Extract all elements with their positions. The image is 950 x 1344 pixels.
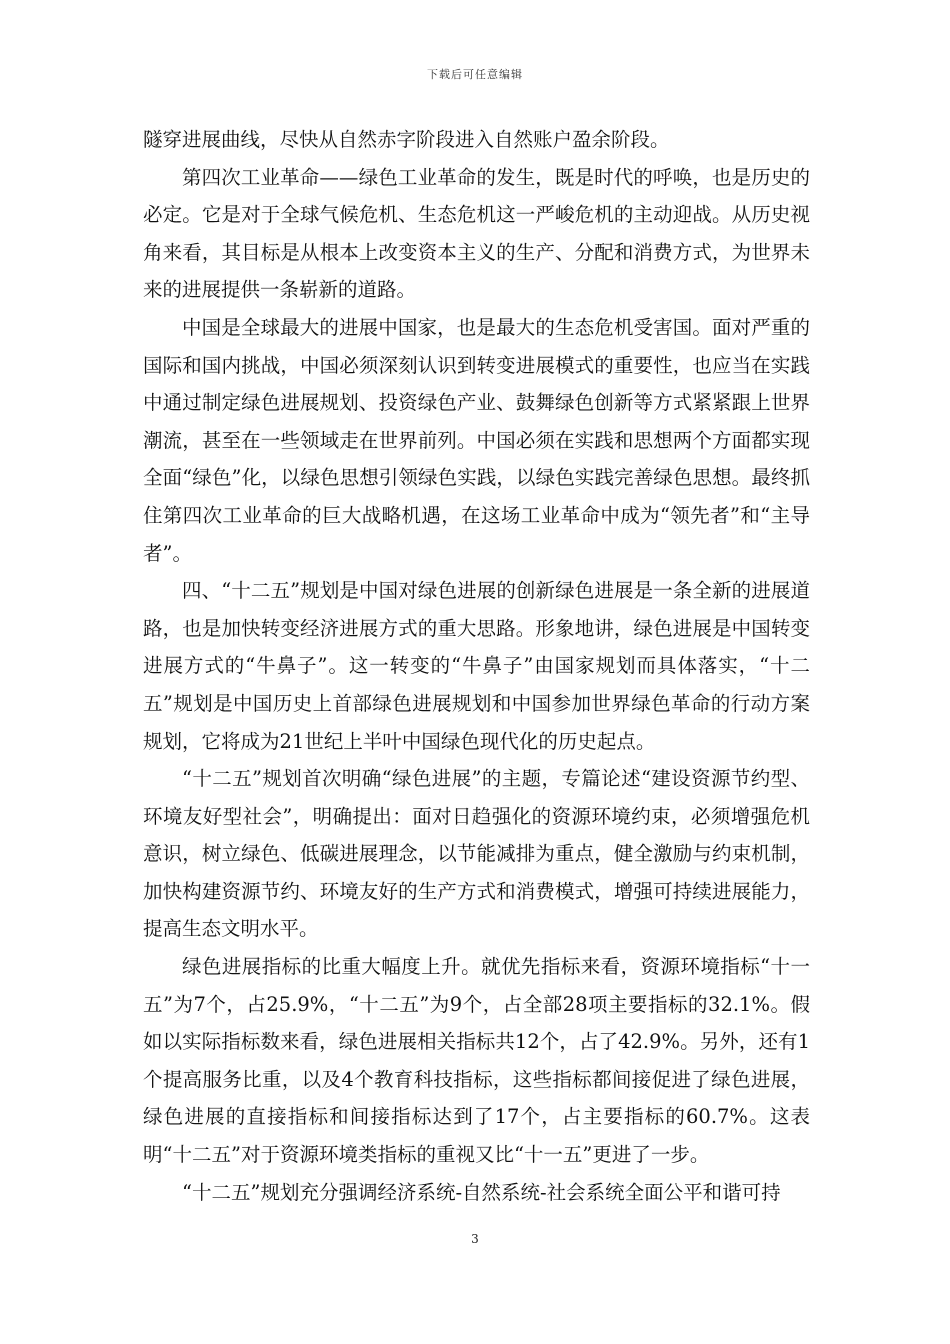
paragraph-7: “十二五”规划充分强调经济系统-自然系统-社会系统全面公平和谐可持: [182, 1180, 781, 1204]
paragraph-2: 第四次工业革命——绿色工业革命的发生，既是时代的呼唤，也是历史的必定。它是对于全球气候危机、生态危机这一严峻危机的主动迎战。从历史视角来看，其目标是从根本上改变资本主义的生产、分配和消费方式，为世界未来的进展提供一条崭新的道路。: [143, 165, 810, 302]
paragraph-1: 隧穿进展曲线，尽快从自然赤字阶段进入自然账户盈余阶段。: [143, 128, 670, 151]
document-body: [143, 121, 810, 1211]
paragraph-5: “十二五”规划首次明确“绿色进展”的主题，专篇论述“建设资源节约型、环境友好型社会”，明确提出：面对日趋强化的资源环境约束，必须增强危机意识，树立绿色、低碳进展理念，以节能减排为重点，健全激励与约束机制，加快构建资源节约、环境友好的生产方式和消费模式，增强可持续进展能力，提高生态文明水平。: [143, 767, 810, 941]
page-number: 3: [471, 1232, 479, 1246]
paragraph-3: 中国是全球最大的进展中国家，也是最大的生态危机受害国。面对严重的国际和国内挑战，中国必须深刻认识到转变进展模式的重要性，也应当在实践中通过制定绿色进展规划、投资绿色产业、鼓舞绿色创新等方式紧紧跟上世界潮流，甚至在一些领域走在世界前列。中国必须在实践和思想两个方面都实现全面“绿色”化，以绿色思想引领绿色实践，以绿色实践完善绿色思想。最终抓住第四次工业革命的巨大战略机遇，在这场工业革命中成为“领先者”和“主导者”。: [143, 315, 810, 565]
page-header: 下载后可任意编辑: [427, 68, 523, 81]
paragraph-4: 四、“十二五”规划是中国对绿色进展的创新绿色进展是一条全新的进展道路，也是加快转变经济进展方式的重大思路。形象地讲，绿色进展是中国转变进展方式的“牛鼻子”。这一转变的“牛鼻子”由国家规划而具体落实，“十二五”规划是中国历史上首部绿色进展规划和中国参加世界绿色革命的行动方案规划，它将成为21世纪上半叶中国绿色现代化的历史起点。: [143, 579, 810, 753]
paragraph-6: 绿色进展指标的比重大幅度上升。就优先指标来看，资源环境指标“十一五”为7个，占25.9%，“十二五”为9个，占全部28项主要指标的32.1%。假如以实际指标数来看，绿色进展相关指标共12个，占了42.9%。另外，还有1个提高服务比重，以及4个教育科技指标，这些指标都间接促进了绿色进展，绿色进展的直接指标和间接指标达到了17个，占主要指标的60.7%。这表明“十二五”对于资源环境类指标的重视又比“十一五”更进了一步。: [143, 955, 810, 1167]
